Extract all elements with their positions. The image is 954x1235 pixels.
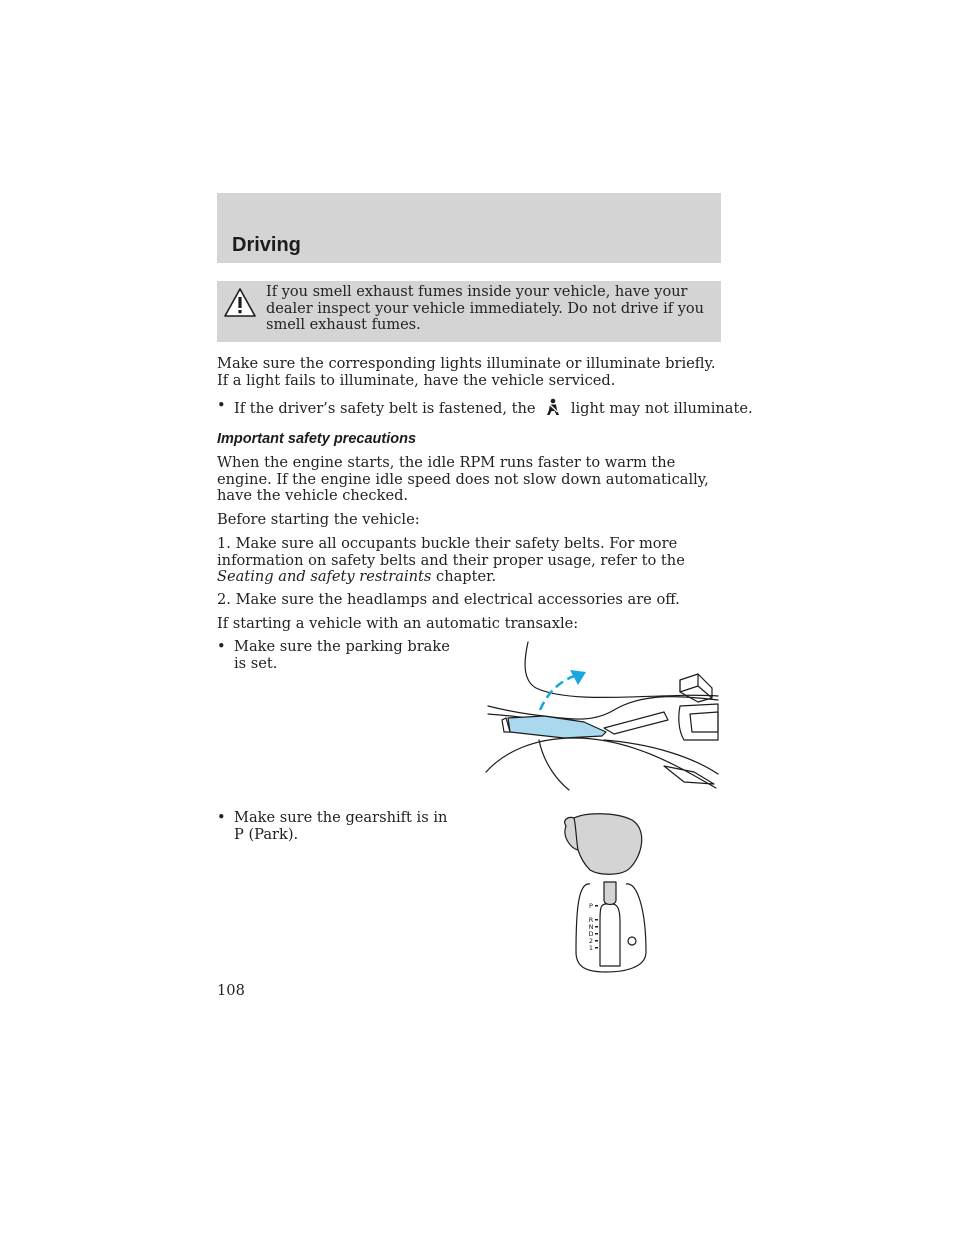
chapter-title: Driving: [232, 234, 301, 256]
warning-text: If you smell exhaust fumes inside your vehicle, have your dealer inspect your vehicle immediately. Do not drive if you smell exhaust fumes.: [266, 284, 704, 334]
gear-label-n: N: [588, 923, 594, 931]
seatbelt-icon: [544, 398, 562, 416]
gear-label-2: 2: [588, 937, 594, 945]
warning-box: [217, 281, 721, 342]
gearshift-illustration: [556, 812, 656, 974]
chapter-header: [217, 193, 721, 263]
parking-brake-illustration: [484, 640, 720, 792]
warning-triangle-icon: [224, 287, 256, 319]
gear-label-d: D: [588, 930, 594, 938]
intro-paragraph: Make sure the corresponding lights illuminate or illuminate briefly. If a light fails to illuminate, have the vehicle serviced.: [217, 355, 716, 389]
before-starting-paragraph: Before starting the vehicle:: [217, 511, 420, 528]
bullet-dot: •: [217, 809, 226, 826]
section-title: Important safety precautions: [217, 431, 417, 447]
bullet-parking-text: Make sure the parking brake is set.: [234, 638, 450, 672]
chapter-reference: Seating and safety restraints: [217, 568, 432, 586]
step-2-paragraph: 2. Make sure the headlamps and electrical accessories are off.: [217, 591, 680, 608]
engine-paragraph: When the engine starts, the idle RPM runs faster to warm the engine. If the engine idle speed does not slow down automatically, have the vehicle checked.: [217, 454, 709, 505]
bullet-gearshift-text: Make sure the gearshift is in P (Park).: [234, 809, 448, 843]
step-1-paragraph: 1. Make sure all occupants buckle their safety belts. For more information on safety belts and their proper usage, refer to the Seating and safety restraints chapter.: [217, 535, 685, 586]
gear-label-p: P: [589, 902, 593, 910]
bullet-belt-text: If the driver’s safety belt is fastened, the light may not illuminate.: [234, 400, 753, 417]
gear-label-1: 1: [588, 944, 594, 952]
automatic-intro-paragraph: If starting a vehicle with an automatic transaxle:: [217, 615, 579, 632]
gear-label-r: R: [588, 916, 594, 924]
bullet-dot: •: [217, 638, 226, 655]
bullet-dot: •: [217, 397, 226, 414]
page-number: 108: [217, 982, 245, 999]
